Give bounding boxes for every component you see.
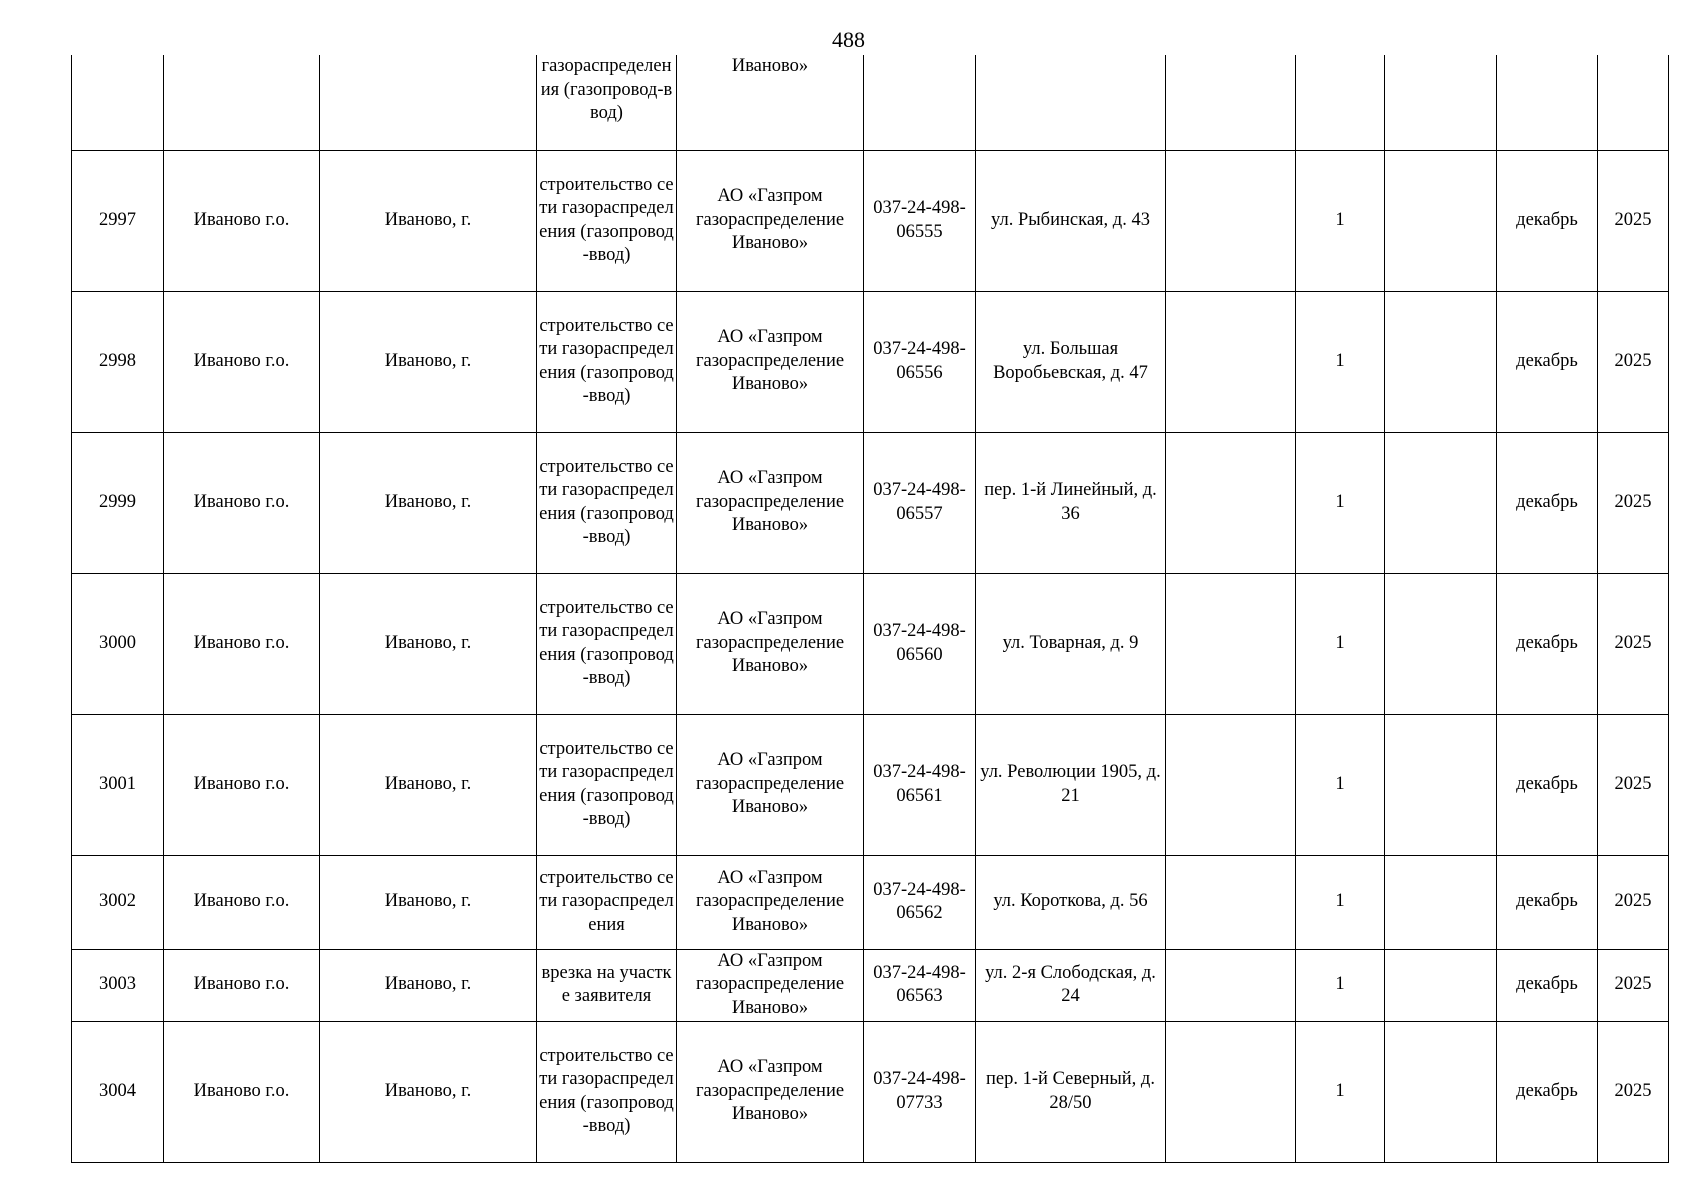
- cell-num: 3001: [72, 714, 164, 855]
- cell-operator: АО «Газпром газораспределение Иваново»: [677, 150, 864, 291]
- cell-col8: [1166, 291, 1296, 432]
- cell-operator: АО «Газпром газораспределение Иваново»: [677, 573, 864, 714]
- cell-district: [164, 55, 320, 150]
- cell-col10: [1385, 432, 1497, 573]
- cell-num: 2999: [72, 432, 164, 573]
- cell-col8: [1166, 1021, 1296, 1162]
- cell-address: пер. 1-й Северный, д. 28/50: [976, 1021, 1166, 1162]
- cell-operator: АО «Газпром газораспределение Иваново»: [677, 855, 864, 949]
- cell-work-type: строительство сети газораспределения (газопровод-ввод): [537, 1021, 677, 1162]
- cell-address: ул. Большая Воробьевская, д. 47: [976, 291, 1166, 432]
- cell-district: Иваново г.о.: [164, 150, 320, 291]
- cell-code: 037-24-498-06555: [864, 150, 976, 291]
- cell-year: 2025: [1598, 291, 1669, 432]
- cell-year: 2025: [1598, 150, 1669, 291]
- cell-locality: Иваново, г.: [320, 291, 537, 432]
- cell-operator: Иваново»: [677, 55, 864, 150]
- cell-col8: [1166, 432, 1296, 573]
- cell-num: 3003: [72, 949, 164, 1021]
- cell-locality: [320, 55, 537, 150]
- cell-col8: [1166, 714, 1296, 855]
- table-row: [72, 573, 1669, 714]
- cell-month: декабрь: [1497, 1021, 1598, 1162]
- cell-num: [72, 55, 164, 150]
- cell-address: пер. 1-й Линейный, д. 36: [976, 432, 1166, 573]
- cell-locality: Иваново, г.: [320, 1021, 537, 1162]
- cell-district: Иваново г.о.: [164, 432, 320, 573]
- cell-operator: АО «Газпром газораспределение Иваново»: [677, 1021, 864, 1162]
- cell-month: декабрь: [1497, 291, 1598, 432]
- cell-month: декабрь: [1497, 714, 1598, 855]
- cell-month: декабрь: [1497, 855, 1598, 949]
- cell-work-type: строительство сети газораспределения (газопровод-ввод): [537, 573, 677, 714]
- table-body: [72, 55, 1669, 1162]
- cell-address: [976, 55, 1166, 150]
- table-row: [72, 150, 1669, 291]
- cell-num: 2997: [72, 150, 164, 291]
- cell-code: 037-24-498-06556: [864, 291, 976, 432]
- cell-count: 1: [1296, 714, 1385, 855]
- cell-work-type: строительство сети газораспределения (газопровод-ввод): [537, 432, 677, 573]
- cell-locality: Иваново, г.: [320, 432, 537, 573]
- cell-month: декабрь: [1497, 150, 1598, 291]
- cell-code: 037-24-498-06562: [864, 855, 976, 949]
- table-row: [72, 949, 1669, 1021]
- cell-operator: АО «Газпром газораспределение Иваново»: [677, 949, 864, 1021]
- cell-work-type: врезка на участке заявителя: [537, 949, 677, 1021]
- table-row: [72, 291, 1669, 432]
- cell-address: ул. Товарная, д. 9: [976, 573, 1166, 714]
- page-number: 488: [832, 27, 865, 52]
- cell-col8: [1166, 55, 1296, 150]
- cell-district: Иваново г.о.: [164, 573, 320, 714]
- cell-work-type: строительство сети газораспределения (газопровод-ввод): [537, 291, 677, 432]
- cell-code: 037-24-498-06557: [864, 432, 976, 573]
- cell-col10: [1385, 573, 1497, 714]
- cell-operator: АО «Газпром газораспределение Иваново»: [677, 714, 864, 855]
- cell-code: [864, 55, 976, 150]
- cell-col8: [1166, 573, 1296, 714]
- cell-district: Иваново г.о.: [164, 1021, 320, 1162]
- cell-work-type: строительство сети газораспределения (газопровод-ввод): [537, 150, 677, 291]
- cell-col10: [1385, 55, 1497, 150]
- cell-count: 1: [1296, 291, 1385, 432]
- gas-registry-table: [71, 55, 1669, 1163]
- cell-year: 2025: [1598, 855, 1669, 949]
- table-row: [72, 1021, 1669, 1162]
- cell-code: 037-24-498-06560: [864, 573, 976, 714]
- cell-col8: [1166, 150, 1296, 291]
- cell-operator: АО «Газпром газораспределение Иваново»: [677, 291, 864, 432]
- cell-col10: [1385, 150, 1497, 291]
- cell-district: Иваново г.о.: [164, 949, 320, 1021]
- cell-locality: Иваново, г.: [320, 150, 537, 291]
- cell-month: [1497, 55, 1598, 150]
- cell-work-type: газораспределения (газопровод-ввод): [537, 55, 677, 150]
- cell-locality: Иваново, г.: [320, 949, 537, 1021]
- cell-month: декабрь: [1497, 949, 1598, 1021]
- cell-num: 3002: [72, 855, 164, 949]
- cell-district: Иваново г.о.: [164, 714, 320, 855]
- cell-count: [1296, 55, 1385, 150]
- cell-col10: [1385, 291, 1497, 432]
- cell-address: ул. Короткова, д. 56: [976, 855, 1166, 949]
- cell-count: 1: [1296, 432, 1385, 573]
- cell-col8: [1166, 855, 1296, 949]
- cell-district: Иваново г.о.: [164, 855, 320, 949]
- cell-year: 2025: [1598, 432, 1669, 573]
- cell-address: ул. 2-я Слободская, д. 24: [976, 949, 1166, 1021]
- cell-year: 2025: [1598, 573, 1669, 714]
- cell-count: 1: [1296, 150, 1385, 291]
- cell-num: 3000: [72, 573, 164, 714]
- cell-address: ул. Революции 1905, д. 21: [976, 714, 1166, 855]
- cell-col10: [1385, 1021, 1497, 1162]
- cell-year: [1598, 55, 1669, 150]
- cell-month: декабрь: [1497, 432, 1598, 573]
- cell-count: 1: [1296, 573, 1385, 714]
- cell-count: 1: [1296, 1021, 1385, 1162]
- cell-work-type: строительство сети газораспределения (газопровод-ввод): [537, 714, 677, 855]
- cell-address: ул. Рыбинская, д. 43: [976, 150, 1166, 291]
- cell-col8: [1166, 949, 1296, 1021]
- cell-count: 1: [1296, 855, 1385, 949]
- cell-code: 037-24-498-06561: [864, 714, 976, 855]
- cell-year: 2025: [1598, 714, 1669, 855]
- cell-locality: Иваново, г.: [320, 714, 537, 855]
- cell-operator: АО «Газпром газораспределение Иваново»: [677, 432, 864, 573]
- cell-code: 037-24-498-06563: [864, 949, 976, 1021]
- table-row: [72, 714, 1669, 855]
- cell-year: 2025: [1598, 1021, 1669, 1162]
- cell-col10: [1385, 949, 1497, 1021]
- cell-locality: Иваново, г.: [320, 855, 537, 949]
- cell-district: Иваново г.о.: [164, 291, 320, 432]
- cell-count: 1: [1296, 949, 1385, 1021]
- cell-work-type: строительство сети газораспределения: [537, 855, 677, 949]
- cell-col10: [1385, 714, 1497, 855]
- table-row: [72, 855, 1669, 949]
- cell-num: 2998: [72, 291, 164, 432]
- cell-year: 2025: [1598, 949, 1669, 1021]
- cell-num: 3004: [72, 1021, 164, 1162]
- cell-code: 037-24-498-07733: [864, 1021, 976, 1162]
- cell-locality: Иваново, г.: [320, 573, 537, 714]
- table-row: [72, 432, 1669, 573]
- cell-month: декабрь: [1497, 573, 1598, 714]
- cell-col10: [1385, 855, 1497, 949]
- continuation-row: [72, 55, 1669, 150]
